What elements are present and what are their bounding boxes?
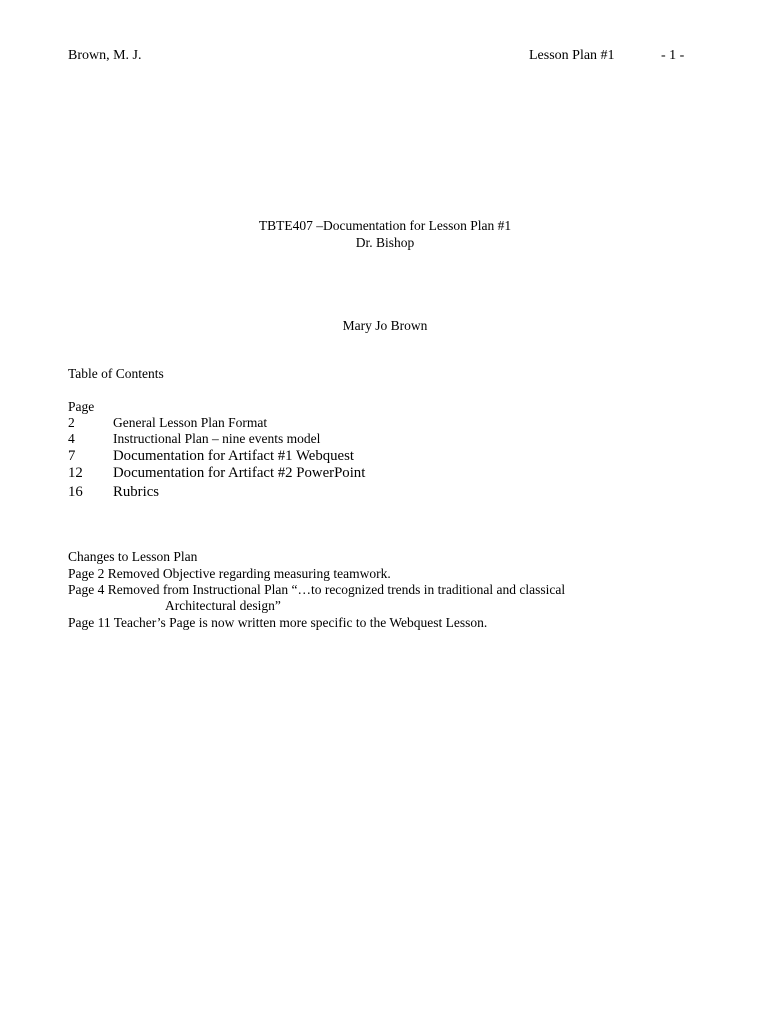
- changes-heading: Changes to Lesson Plan: [68, 549, 198, 564]
- toc-entry-title: Documentation for Artifact #1 Webquest: [113, 448, 354, 464]
- change-item: Page 11 Teacher’s Page is now written more specific to the Webquest Lesson.: [68, 615, 488, 630]
- toc-entry-page: 2: [68, 415, 75, 430]
- student-name: Mary Jo Brown: [342, 318, 428, 333]
- change-item-continuation: Architectural design”: [165, 598, 281, 613]
- toc-entry-page: 7: [68, 448, 76, 464]
- change-item: Page 2 Removed Objective regarding measuring teamwork.: [68, 566, 391, 581]
- header-page-number: - 1 -: [661, 48, 685, 63]
- course-title: TBTE407 –Documentation for Lesson Plan #1: [258, 218, 512, 233]
- instructor-name: Dr. Bishop: [355, 235, 415, 250]
- toc-entry-page: 4: [68, 431, 75, 446]
- header-lesson-title: Lesson Plan #1: [529, 48, 615, 63]
- toc-entry-title: General Lesson Plan Format: [113, 415, 268, 430]
- toc-heading: Table of Contents: [68, 366, 164, 381]
- toc-entry-page: 16: [68, 484, 83, 500]
- toc-page-column-label: Page: [68, 399, 95, 414]
- toc-entry-title: Instructional Plan – nine events model: [113, 431, 321, 446]
- change-item: Page 4 Removed from Instructional Plan “…to recognized trends in traditional and classical: [68, 582, 566, 597]
- header-author: Brown, M. J.: [68, 48, 142, 63]
- toc-entry-title: Documentation for Artifact #2 PowerPoint: [113, 465, 366, 481]
- toc-entry-title: Rubrics: [113, 484, 160, 500]
- toc-entry-page: 12: [68, 465, 83, 481]
